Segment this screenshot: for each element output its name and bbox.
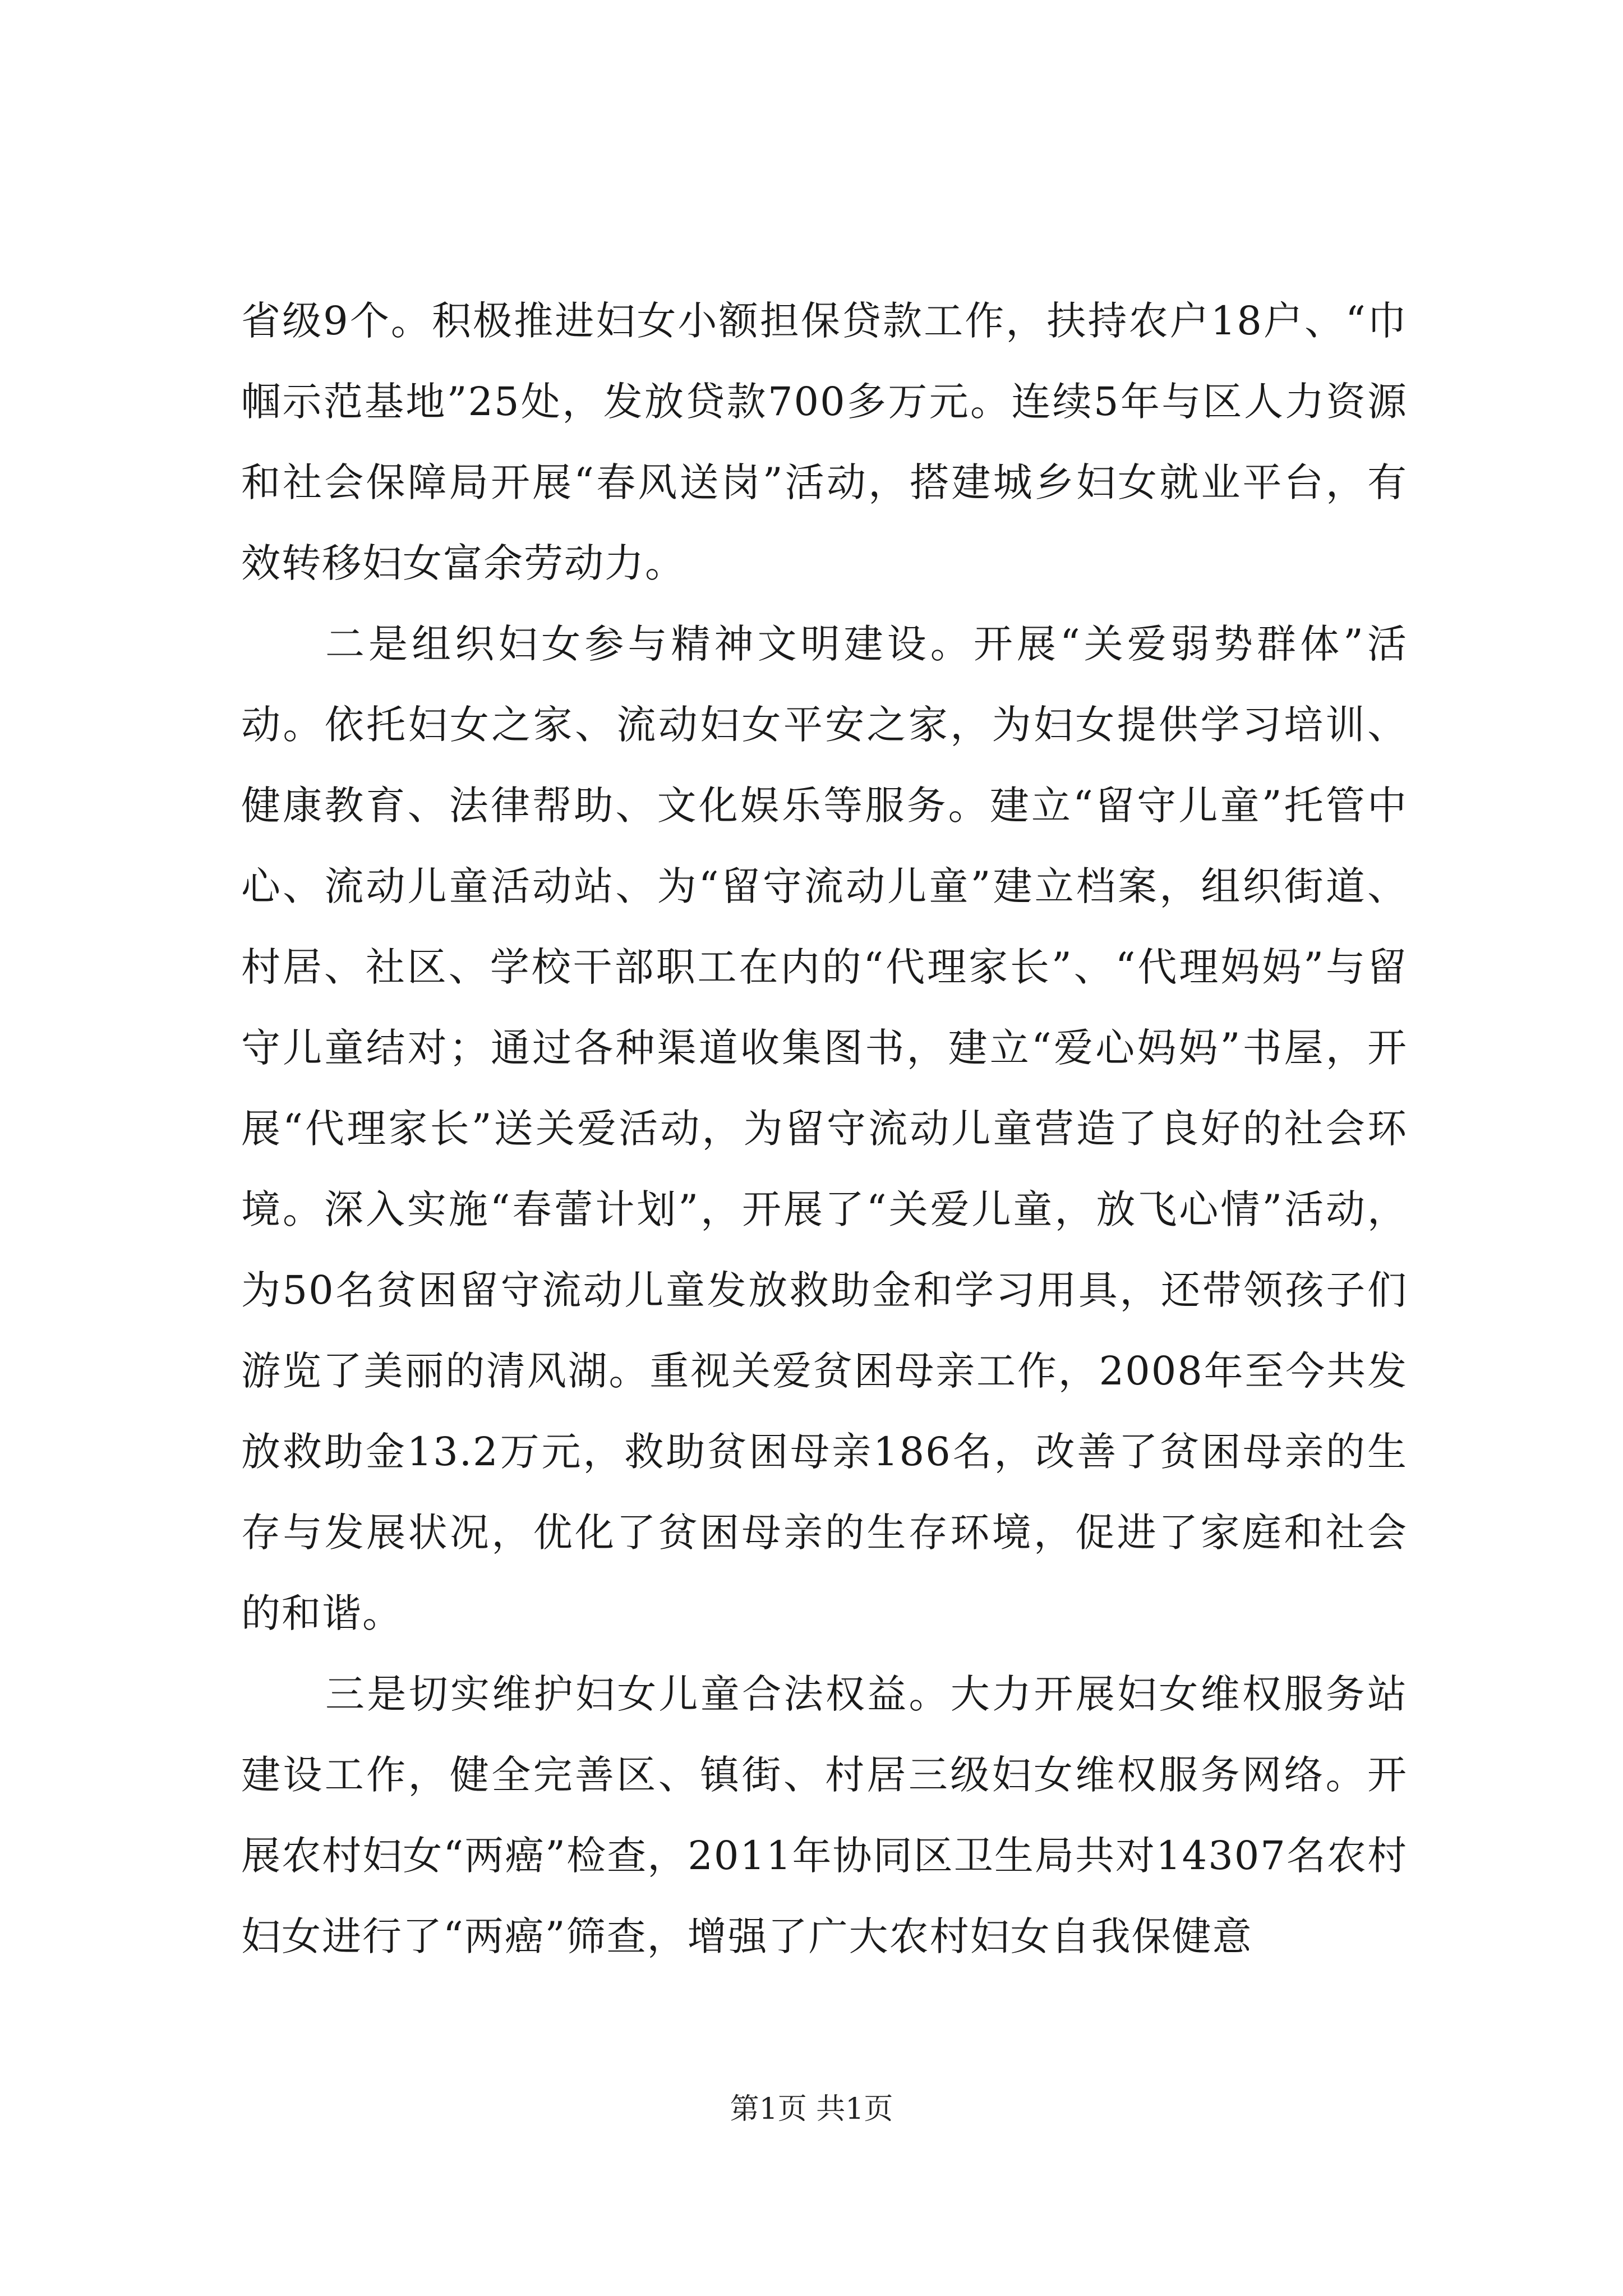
document-body: [241, 280, 1408, 1977]
paragraph-1: 省级9个。积极推进妇女小额担保贷款工作，扶持农户18户、“巾帼示范基地”25处，发放贷款700多万元。连续5年与区人力资源和社会保障局开展“春风送岗”活动，搭建城乡妇女就业平台，有效转移妇女富余劳动力。: [241, 298, 1408, 586]
page-footer: 第1页 共1页: [730, 2092, 893, 2126]
paragraph-3: 三是切实维护妇女儿童合法权益。大力开展妇女维权服务站建设工作，健全完善区、镇街、村居三级妇女维权服务网络。开展农村妇女“两癌”检查，2011年协同区卫生局共对14307名农村妇女进行了“两癌”筛查，增强了广大农村妇女自我保健意: [241, 1671, 1408, 1959]
paragraph-2: 二是组织妇女参与精神文明建设。开展“关爱弱势群体”活动。依托妇女之家、流动妇女平安之家，为妇女提供学习培训、健康教育、法律帮助、文化娱乐等服务。建立“留守儿童”托管中心、流动儿童活动站、为“留守流动儿童”建立档案，组织街道、村居、社区、学校干部职工在内的“代理家长”、“代理妈妈”与留守儿童结对；通过各种渠道收集图书，建立“爱心妈妈”书屋，开展“代理家长”送关爱活动，为留守流动儿童营造了良好的社会环境。深入实施“春蕾计划”，开展了“关爱儿童，放飞心情”活动，为50名贫困留守流动儿童发放救助金和学习用具，还带领孩子们游览了美丽的清风湖。重视关爱贫困母亲工作，2008年至今共发放救助金13.2万元，救助贫困母亲186名，改善了贫困母亲的生存与发展状况，优化了贫困母亲的生存环境，促进了家庭和社会的和谐。: [241, 621, 1408, 1636]
